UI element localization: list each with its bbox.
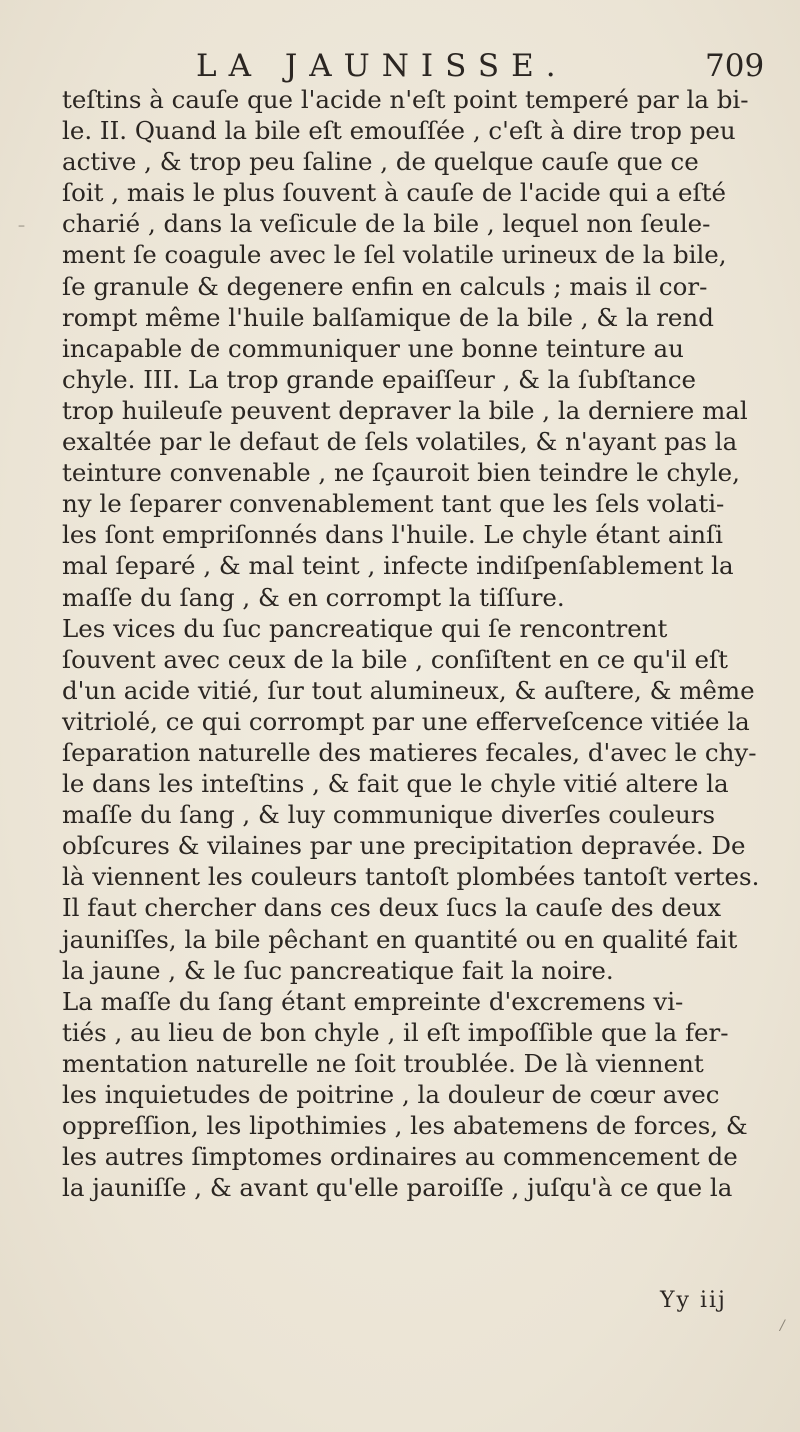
text-line: la jaune , & le ſuc pancreatique fait la noire. <box>62 955 614 985</box>
text-line: Il faut chercher dans ces deux ſucs la cauſe des deux <box>62 893 722 923</box>
text-line: incapable de communiquer une bonne teinture au <box>62 333 684 363</box>
text-line: ſouvent avec ceux de la bile , conſiſtent en ce qu'il eſt <box>62 644 728 674</box>
text-line: d'un acide vitié, ſur tout alumineux, & auſtere, & même <box>62 675 755 705</box>
body-text <box>62 84 760 1203</box>
signature-mark: Yy iij <box>660 1288 727 1313</box>
text-line: maſſe du ſang , & en corrompt la tiſſure. <box>62 582 565 612</box>
text-line: charié , dans la veſicule de la bile , lequel non ſeule- <box>62 209 711 239</box>
text-line: ſeparation naturelle des matieres fecales, d'avec le chy- <box>62 737 757 767</box>
text-line: tiés , au lieu de bon chyle , il eſt impoſſible que la fer- <box>62 1017 729 1047</box>
text-line: les autres ſimptomes ordinaires au commencement de <box>62 1142 738 1172</box>
text-line: là viennent les couleurs tantoſt plombées tantoſt vertes. <box>62 862 760 892</box>
text-line: le dans les inteſtins , & fait que le chyle vitié altere la <box>62 769 729 799</box>
text-line: maſſe du ſang , & luy communique diverſes couleurs <box>62 800 716 830</box>
text-line: les inquietudes de poitrine , la douleur de cœur avec <box>62 1080 720 1109</box>
text-line: ſe granule & degenere enfin en calculs ; mais il cor- <box>62 271 708 301</box>
text-line: ſoit , mais le plus ſouvent à cauſe de l'acide qui a eſté <box>62 178 726 208</box>
text-line: le. II. Quand la bile eſt emouſſée , c'eſt à dire trop peu <box>62 116 736 146</box>
text-line: teinture convenable , ne ſçauroit bien teindre le chyle, <box>62 458 740 488</box>
text-line: jauniſſes, la bile pêchant en quantité ou en qualité fait <box>62 924 738 954</box>
text-line: obſcures & vilaines par une precipitation depravée. De <box>62 831 746 861</box>
margin-stroke: / <box>780 1318 785 1334</box>
text-line: exaltée par le defaut de ſels volatiles, & n'ayant pas la <box>62 427 738 457</box>
text-line: chyle. III. La trop grande epaiſſeur , & la ſubſtance <box>62 364 697 394</box>
text-line: mentation naturelle ne ſoit troublée. De là viennent <box>62 1048 704 1078</box>
text-line: vitriolé, ce qui corrompt par une efferveſcence vitiée la <box>62 706 750 736</box>
text-line: les ſont empriſonnés dans l'huile. Le chyle étant ainſi <box>62 520 723 550</box>
running-title: LA JAUNISSE. <box>196 48 568 84</box>
text-line: active , & trop peu ſaline , de quelque cauſe que ce <box>62 147 699 177</box>
text-line: teſtins à cauſe que l'acide n'eſt point temperé par la bi- <box>62 85 749 114</box>
page-number: 709 <box>705 48 765 84</box>
page-header <box>0 44 800 88</box>
text-line: La maſſe du ſang étant empreinte d'excremens vi- <box>62 986 684 1016</box>
text-line: ny le ſeparer convenablement tant que les ſels volati- <box>62 489 725 519</box>
text-line: ment ſe coagule avec le ſel volatile urineux de la bile, <box>62 240 727 270</box>
margin-dash: – <box>18 218 25 234</box>
text-line: trop huileuſe peuvent depraver la bile , la derniere mal <box>62 395 748 425</box>
text-line: oppreſſion, les lipothimies , les abatemens de forces, & <box>62 1111 748 1141</box>
text-line: mal ſeparé , & mal teint , infecte indiſpenſablement la <box>62 551 734 581</box>
text-line: la jauniſſe , & avant qu'elle paroiſſe , juſqu'à ce que la <box>62 1173 733 1203</box>
text-line: Les vices du ſuc pancreatique qui ſe rencontrent <box>62 613 668 643</box>
text-line: rompt même l'huile balſamique de la bile , & la rend <box>62 302 714 332</box>
